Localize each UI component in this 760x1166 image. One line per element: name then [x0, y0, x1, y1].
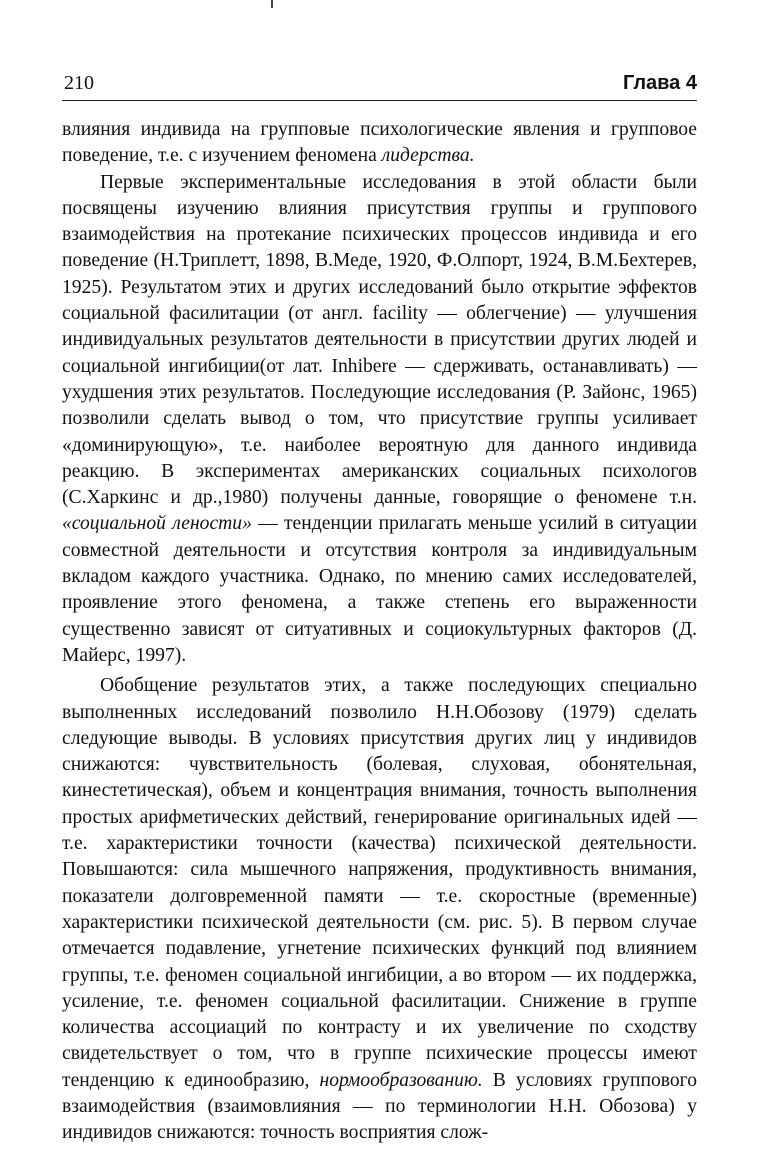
paragraph [62, 673, 697, 1146]
emphasis-text: нормообразованию. [319, 1069, 483, 1091]
emphasis-text: лидерства. [381, 145, 475, 167]
text-run: Первые экспериментальные исследования в этой области были посвящены изучению влияния присутствия группы и группового взаимодействия на протекание психических процессов индивида и его поведение (Н.Триплетт, 1898, В.Меде, 1920, Ф.Олпорт, 1924, В.М.Бехтерев, 1925). Результатом этих и других исследований было открытие эффектов социальной фасилитации (от англ. facility — облегчение) — улучшения индивидуальных результатов деятельности в присутствии других людей и социальной ингибиции(от лат. Inhibere — сдерживать, останавливать) — ухудшения этих результатов. Последующие исследования (Р. Зайонс, 1965) позволили сделать вывод о том, что присутствие группы усиливает «доминирующую», т.е. наиболее вероятную для данного индивида реакцию. В экспериментах американских социальных психологов (С.Харкинс и др.,1980) получены данные, говорящие о феномене т.н. [62, 171, 697, 509]
body-text [62, 117, 697, 1147]
paragraph [62, 170, 697, 670]
emphasis-text: «социальной лености» [62, 513, 252, 535]
text-run: — тенденции прилагать меньше усилий в ситуации совместной деятельности и отсутствия контроля за индивидуальным вкладом каждого участника. Однако, по мнению самих исследователей, проявление этого феномена, а также степень его выраженности существенно зависят от ситуативных и социокультурных факторов (Д. Майерс, 1997). [62, 513, 697, 666]
page-number: 210 [64, 72, 94, 94]
text-run: В условиях группового взаимодействия (взаимовлияния — по терминологии Н.Н. Обозова) у индивидов снижаются: точность восприятия слож- [62, 1069, 698, 1144]
book-page [62, 70, 697, 1147]
text-run: Обобщение результатов этих, а также последующих специально выполненных исследований позволило Н.Н.Обозову (1979) сделать следующие выводы. В условиях присутствия других лиц у индивидов снижаются: чувствительность (болевая, слуховая, обонятельная, кинестетическая), объем и концентрация внимания, точность выполнения простых арифметических действий, генерирование оригинальных идей — т.е. характеристики точности (качества) психической деятельности. Повышаются: сила мышечного напряжения, продуктивность внимания, показатели долговременной памяти — т.е. скоростные (временные) характеристики психической деятельности (см. рис. 5). В первом случае отмечается подавление, угнетение психических функций под влиянием группы, т.е. феномен социальной ингибиции, а во втором — их поддержка, усиление, т.е. феномен социальной фасилитации. Снижение в группе количества ассоциаций по контрасту и их увеличение по сходству свидетельствует о том, что в группе психические процессы имеют тенденцию к единообразию, [62, 675, 697, 1091]
text-run: влияния индивида на групповые психологические явления и групповое поведение, т.е. с изучением феномена [62, 119, 697, 167]
running-header [62, 70, 697, 101]
chapter-title: Глава 4 [622, 72, 697, 94]
scan-mark [271, 0, 273, 8]
paragraph-continued [62, 117, 697, 170]
